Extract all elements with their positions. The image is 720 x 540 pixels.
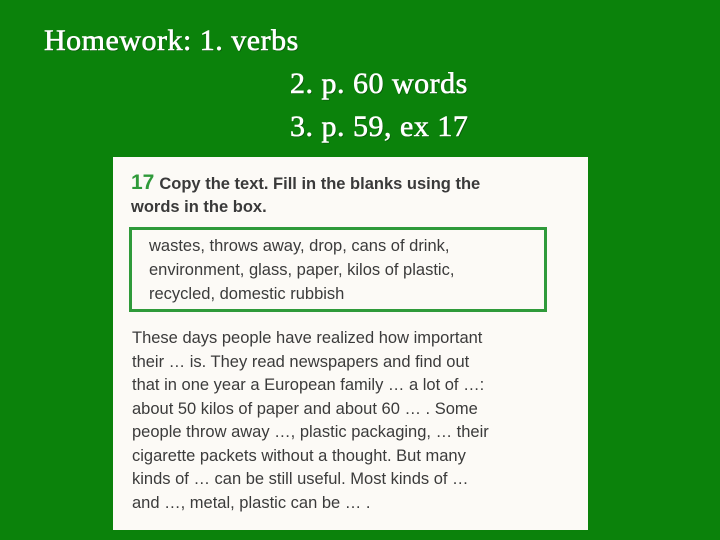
exercise-instruction <box>131 171 551 219</box>
word-box-line: recycled, domestic rubbish <box>149 285 345 303</box>
homework-line-words: 2. p. 60 words <box>290 67 468 100</box>
passage-line: These days people have realized how important <box>132 329 483 347</box>
passage-line: about 50 kilos of paper and about 60 … . Some <box>132 399 478 418</box>
passage-line: people throw away …, plastic packaging, … their <box>132 423 489 441</box>
exercise-passage <box>132 327 489 515</box>
word-box-line: environment, glass, paper, kilos of plastic, <box>149 261 455 279</box>
word-box <box>129 227 547 312</box>
homework-line-verbs: Homework: 1. verbs <box>44 24 299 57</box>
passage-line: that in one year a European family … a lot of …: <box>132 376 485 394</box>
passage-line: their … is. They read newspapers and find out <box>132 352 470 371</box>
textbook-page-image <box>113 157 588 530</box>
homework-line-exercise: 3. p. 59, ex 17 <box>290 110 469 143</box>
word-box-line: wastes, throws away, drop, cans of drink, <box>149 237 450 255</box>
passage-line: and …, metal, plastic can be … . <box>132 493 371 512</box>
instruction-line-1: Copy the text. Fill in the blanks using the <box>159 175 481 193</box>
instruction-line-2: words in the box. <box>131 198 267 216</box>
passage-line: kinds of … can be still useful. Most kinds of … <box>132 470 469 488</box>
passage-line: cigarette packets without a thought. But many <box>132 446 466 465</box>
exercise-number: 17 <box>131 171 155 194</box>
